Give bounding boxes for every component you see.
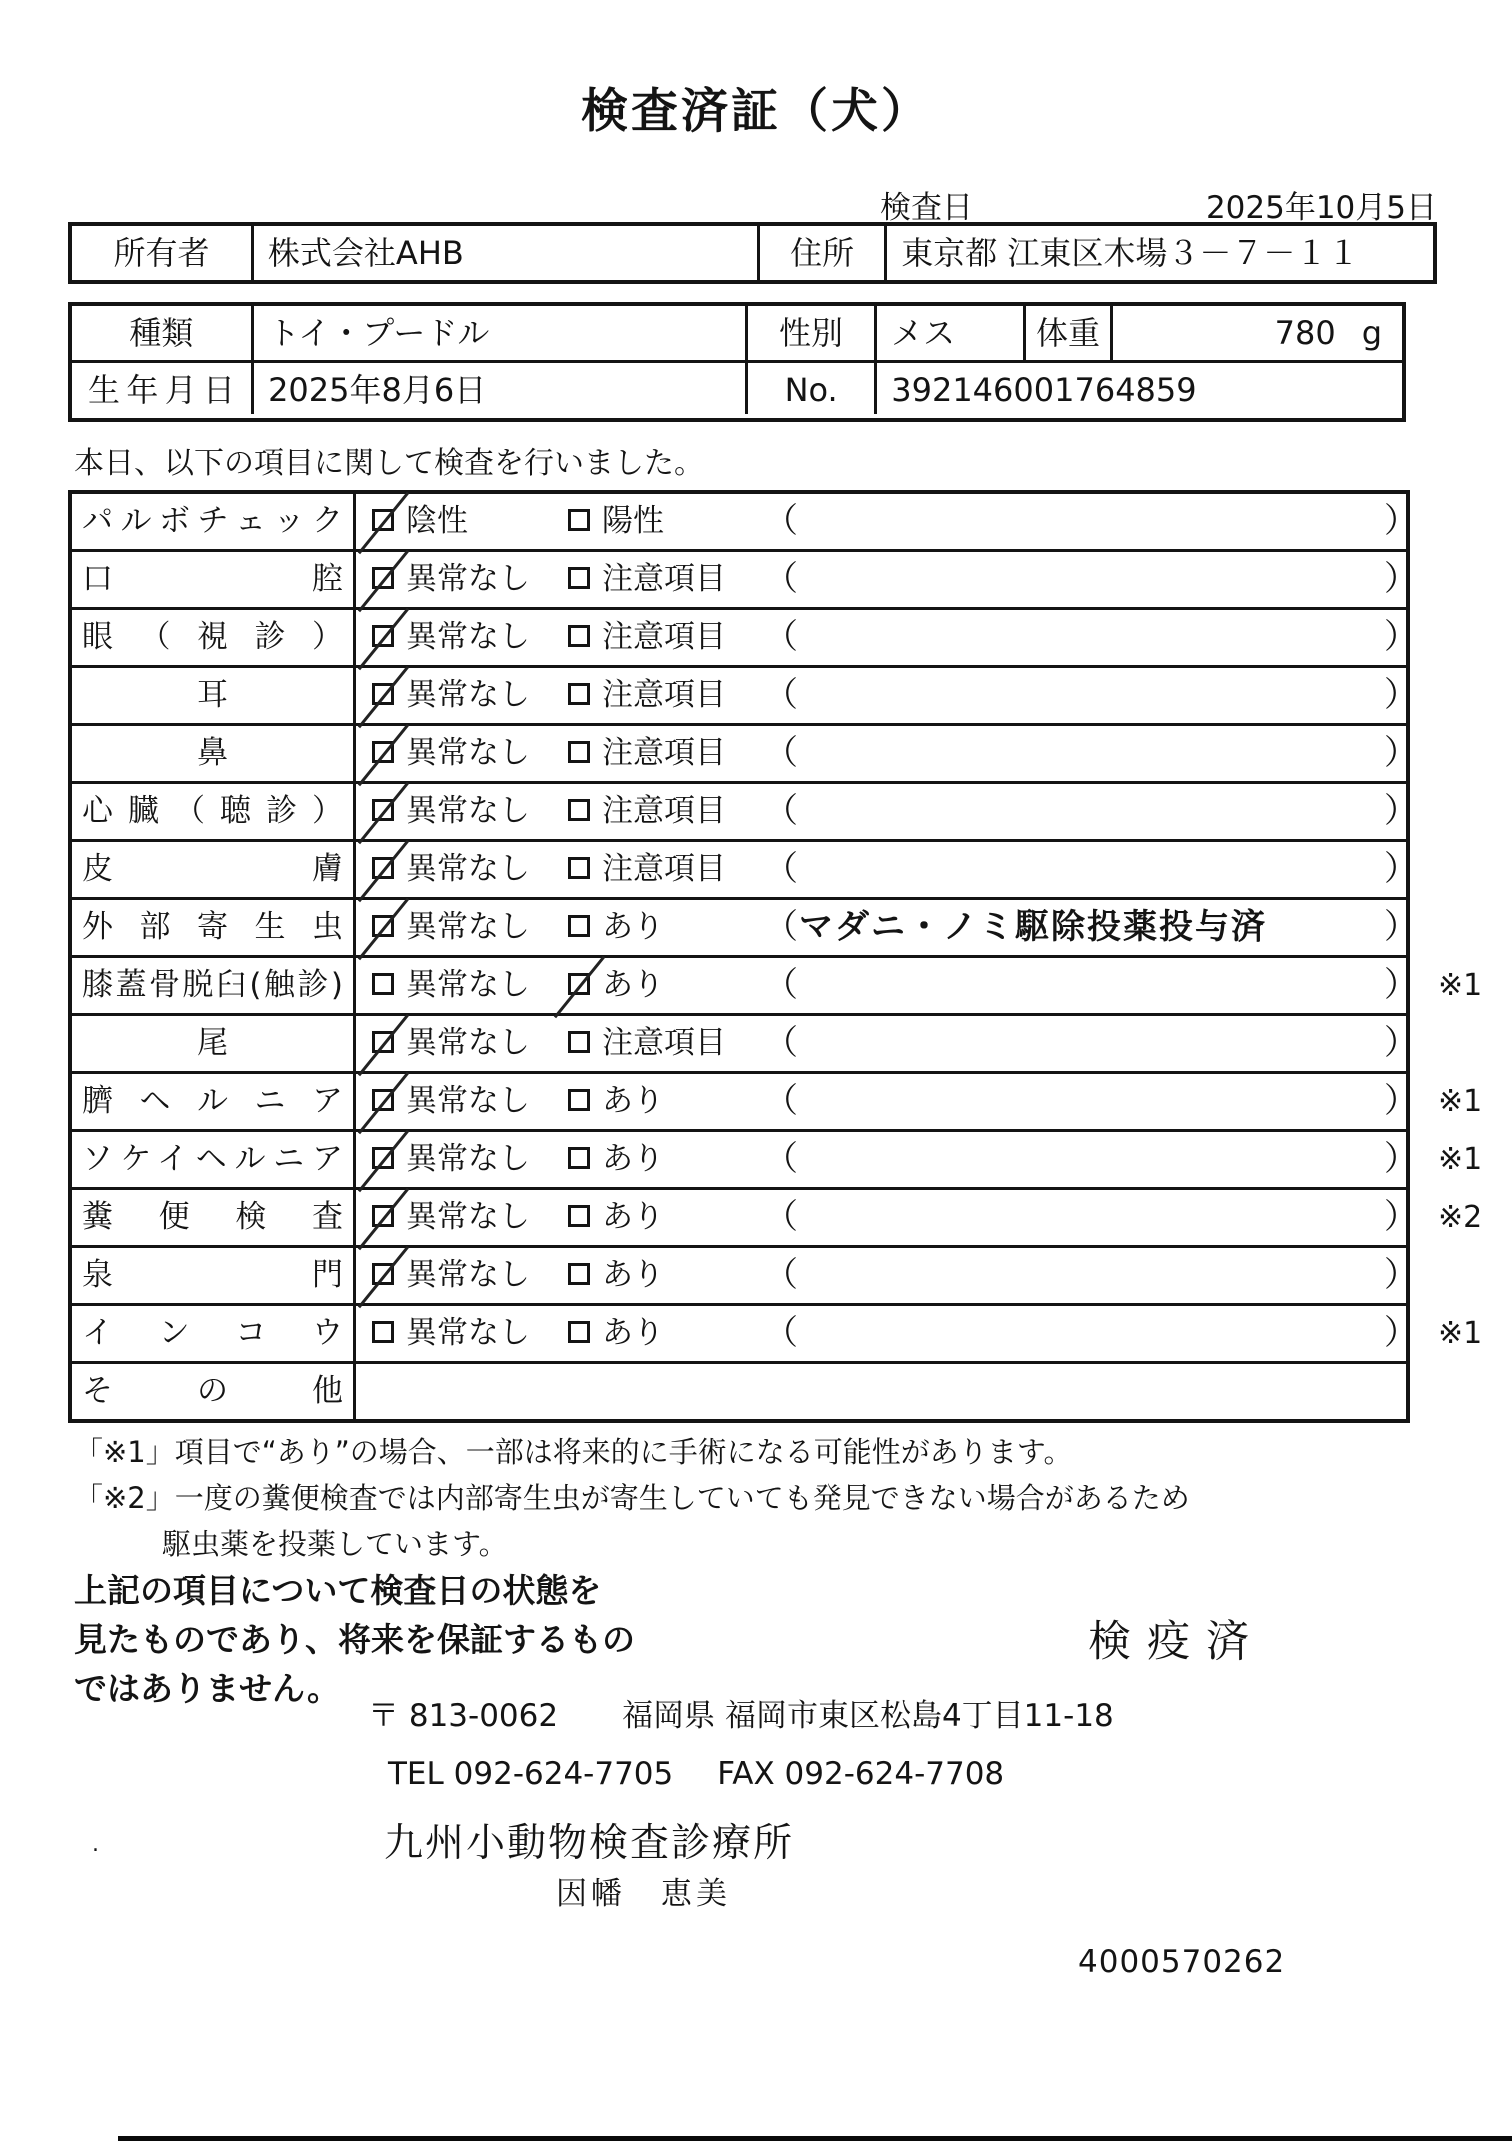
clinic-name: 九州小動物検査診療所 bbox=[384, 1821, 795, 1866]
item-content bbox=[356, 842, 1418, 897]
exam-table-row bbox=[72, 1190, 1483, 1248]
option2-checkbox bbox=[568, 1031, 590, 1053]
breed-value: トイ・プードル bbox=[254, 306, 748, 360]
item-label: 心臓（聴診） bbox=[72, 784, 356, 839]
page-title: 検査済証（犬） bbox=[581, 84, 931, 139]
item-label: 臍ヘルニア bbox=[72, 1074, 356, 1129]
option2-label: 注意項目 bbox=[602, 561, 726, 597]
paren-open: （ bbox=[764, 907, 798, 947]
option2-label: 注意項目 bbox=[602, 1025, 726, 1061]
item-content bbox=[356, 1074, 1483, 1129]
item-label: 尾 bbox=[72, 1016, 356, 1071]
inspection-date-line bbox=[880, 182, 1437, 227]
item-content bbox=[356, 1190, 1483, 1245]
item-content bbox=[356, 958, 1483, 1013]
exam-table-row bbox=[72, 726, 1418, 784]
option1-label: 異常なし bbox=[406, 1025, 530, 1061]
sex-value: メス bbox=[877, 306, 1026, 360]
option1-checkbox bbox=[372, 1263, 394, 1285]
paren-open: （ bbox=[764, 675, 798, 715]
exam-table-row bbox=[72, 900, 1418, 958]
option2-checkbox bbox=[568, 1205, 590, 1227]
item-label: 皮膚 bbox=[72, 842, 356, 897]
paren-close: ） bbox=[1384, 907, 1418, 947]
option1-checkbox bbox=[372, 799, 394, 821]
birth-value: 2025年8月6日 bbox=[254, 363, 748, 414]
item-label: 膝蓋骨脱臼(触診) bbox=[72, 958, 356, 1013]
paren-close: ） bbox=[1384, 559, 1418, 599]
item-content bbox=[356, 1364, 1406, 1419]
option1-label: 異常なし bbox=[406, 735, 530, 771]
exam-table-row bbox=[72, 1306, 1483, 1364]
option2-label: あり bbox=[602, 967, 664, 1003]
veterinarian-name: 因幡 恵美 bbox=[556, 1876, 731, 1912]
item-label: 鼻 bbox=[72, 726, 356, 781]
paren-open: （ bbox=[764, 849, 798, 889]
option2-label: あり bbox=[602, 1315, 664, 1351]
option2-checkbox bbox=[568, 799, 590, 821]
number-label: No. bbox=[748, 363, 877, 414]
option2-checkbox bbox=[568, 973, 590, 995]
option2-checkbox bbox=[568, 915, 590, 937]
paren-open: （ bbox=[764, 559, 798, 599]
item-content bbox=[356, 1132, 1483, 1187]
birth-label: 生年月日 bbox=[72, 363, 254, 414]
option2-label: 注意項目 bbox=[602, 793, 726, 829]
exam-table-row bbox=[72, 610, 1418, 668]
paren-close: ） bbox=[1384, 733, 1418, 773]
option2-checkbox bbox=[568, 1089, 590, 1111]
option2-label: 注意項目 bbox=[602, 677, 726, 713]
option2-checkbox bbox=[568, 509, 590, 531]
item-content bbox=[356, 494, 1418, 549]
item-label: ソケイヘルニア bbox=[72, 1132, 356, 1187]
item-content bbox=[356, 1306, 1483, 1361]
address-value: 東京都 江東区木場３－７－１１ bbox=[901, 234, 1360, 272]
option1-label: 異常なし bbox=[406, 1257, 530, 1293]
paren-close: ） bbox=[1384, 1081, 1418, 1121]
exam-table bbox=[68, 490, 1483, 1423]
option2-checkbox bbox=[568, 1263, 590, 1285]
paren-close: ） bbox=[1384, 501, 1418, 541]
option2-label: 陽性 bbox=[602, 503, 664, 539]
option2-label: 注意項目 bbox=[602, 735, 726, 771]
weight-unit: g bbox=[1361, 314, 1382, 352]
paren-open: （ bbox=[764, 1313, 798, 1353]
clinic-postal-line bbox=[368, 1690, 1114, 1735]
exam-table-row bbox=[72, 1016, 1418, 1074]
exam-table-row bbox=[72, 668, 1418, 726]
scan-artifact-bottom-line bbox=[118, 2136, 1512, 2141]
serial-number: 4000570262 bbox=[1078, 1944, 1286, 1980]
disclaimer-line-3: ではありません。 bbox=[74, 1669, 340, 1708]
item-remark: ※1 bbox=[1438, 1142, 1483, 1177]
item-label: 泉門 bbox=[72, 1248, 356, 1303]
clinic-tel: TEL 092-624-7705 bbox=[388, 1756, 674, 1792]
item-note: マダニ・ノミ駆除投薬投与済 bbox=[799, 907, 1267, 947]
option2-checkbox bbox=[568, 625, 590, 647]
option1-checkbox bbox=[372, 625, 394, 647]
owner-label: 所有者 bbox=[72, 226, 254, 280]
breed-label: 種類 bbox=[72, 306, 254, 360]
option1-checkbox bbox=[372, 683, 394, 705]
exam-table-row bbox=[72, 1074, 1483, 1132]
inspection-date-value: 2025年10月5日 bbox=[1205, 190, 1437, 226]
paren-close: ） bbox=[1384, 1255, 1418, 1295]
inspection-date-label: 検査日 bbox=[880, 190, 973, 226]
exam-table-row bbox=[72, 784, 1418, 842]
item-label: 外部寄生虫 bbox=[72, 900, 356, 955]
option1-checkbox bbox=[372, 1321, 394, 1343]
exam-table-row bbox=[72, 1248, 1418, 1306]
option1-checkbox bbox=[372, 1031, 394, 1053]
option2-checkbox bbox=[568, 857, 590, 879]
option1-label: 異常なし bbox=[406, 561, 530, 597]
exam-table-row bbox=[72, 842, 1418, 900]
item-label: 耳 bbox=[72, 668, 356, 723]
number-value: 392146001764859 bbox=[891, 371, 1197, 409]
intro-text: 本日、以下の項目に関して検査を行いました。 bbox=[74, 446, 704, 481]
option2-checkbox bbox=[568, 683, 590, 705]
quarantine-stamp: 検疫済 bbox=[1088, 1617, 1265, 1667]
item-label: パルボチェック bbox=[72, 494, 356, 549]
paren-open: （ bbox=[764, 1255, 798, 1295]
option1-checkbox bbox=[372, 509, 394, 531]
owner-info-box bbox=[68, 222, 1437, 284]
option2-label: 注意項目 bbox=[602, 851, 726, 887]
clinic-tel-line bbox=[388, 1756, 1004, 1792]
option1-label: 異常なし bbox=[406, 1083, 530, 1119]
option1-checkbox bbox=[372, 973, 394, 995]
paren-open: （ bbox=[764, 1081, 798, 1121]
exam-table-row bbox=[72, 958, 1483, 1016]
item-content bbox=[356, 1016, 1418, 1071]
weight-label: 体重 bbox=[1026, 306, 1112, 360]
item-label: 糞便検査 bbox=[72, 1190, 356, 1245]
paren-close: ） bbox=[1384, 791, 1418, 831]
option1-checkbox bbox=[372, 567, 394, 589]
clinic-fax: FAX 092-624-7708 bbox=[717, 1756, 1005, 1792]
exam-table-row bbox=[72, 1132, 1483, 1190]
option1-checkbox bbox=[372, 741, 394, 763]
option1-label: 異常なし bbox=[406, 793, 530, 829]
item-label: インコウ bbox=[72, 1306, 356, 1361]
item-content bbox=[356, 900, 1418, 955]
option2-checkbox bbox=[568, 1321, 590, 1343]
item-remark: ※1 bbox=[1438, 1316, 1483, 1351]
paren-open: （ bbox=[764, 965, 798, 1005]
item-remark: ※2 bbox=[1438, 1200, 1483, 1235]
paren-open: （ bbox=[764, 1023, 798, 1063]
option1-label: 異常なし bbox=[406, 619, 530, 655]
paren-close: ） bbox=[1384, 965, 1418, 1005]
sex-label: 性別 bbox=[748, 306, 877, 360]
paren-open: （ bbox=[764, 501, 798, 541]
item-label: その他 bbox=[72, 1364, 356, 1419]
clinic-postal: 〒 813-0062 bbox=[368, 1698, 559, 1734]
paren-close: ） bbox=[1384, 1197, 1418, 1237]
option2-label: あり bbox=[602, 909, 664, 945]
option2-checkbox bbox=[568, 741, 590, 763]
paren-close: ） bbox=[1384, 1139, 1418, 1179]
address-label: 住所 bbox=[760, 226, 887, 280]
item-label: 口腔 bbox=[72, 552, 356, 607]
item-remark: ※1 bbox=[1438, 1084, 1483, 1119]
option1-label: 異常なし bbox=[406, 909, 530, 945]
weight-value-cell bbox=[1113, 306, 1402, 360]
item-content bbox=[356, 726, 1418, 781]
option2-checkbox bbox=[568, 567, 590, 589]
option1-checkbox bbox=[372, 857, 394, 879]
option2-label: あり bbox=[602, 1083, 664, 1119]
option2-label: あり bbox=[602, 1141, 664, 1177]
option2-label: あり bbox=[602, 1257, 664, 1293]
animal-info-box bbox=[68, 302, 1406, 422]
paren-open: （ bbox=[764, 1139, 798, 1179]
footnote-2: 「※2」一度の糞便検査では内部寄生虫が寄生していても発見できない場合があるため bbox=[74, 1481, 1190, 1515]
owner-value: 株式会社AHB bbox=[254, 226, 760, 280]
option2-checkbox bbox=[568, 1147, 590, 1169]
option1-checkbox bbox=[372, 1147, 394, 1169]
footnote-1: 「※1」項目で“あり”の場合、一部は将来的に手術になる可能性があります。 bbox=[74, 1435, 1073, 1469]
paren-open: （ bbox=[764, 791, 798, 831]
option2-label: あり bbox=[602, 1199, 664, 1235]
exam-table-row bbox=[72, 552, 1418, 610]
option1-label: 異常なし bbox=[406, 677, 530, 713]
paren-open: （ bbox=[764, 1197, 798, 1237]
option1-label: 異常なし bbox=[406, 967, 530, 1003]
exam-table-row bbox=[72, 494, 1418, 552]
paren-close: ） bbox=[1384, 849, 1418, 889]
option1-label: 異常なし bbox=[406, 1315, 530, 1351]
footnote-2-cont: 駆虫薬を投薬しています。 bbox=[162, 1527, 508, 1561]
option1-label: 異常なし bbox=[406, 1199, 530, 1235]
paren-close: ） bbox=[1384, 1023, 1418, 1063]
weight-value: 780 bbox=[1274, 314, 1336, 352]
clinic-address: 福岡県 福岡市東区松島4丁目11-18 bbox=[622, 1698, 1114, 1734]
item-content bbox=[356, 1248, 1418, 1303]
option1-label: 異常なし bbox=[406, 851, 530, 887]
item-content bbox=[356, 668, 1418, 723]
disclaimer-line-2: 見たものであり、将来を保証するもの bbox=[74, 1620, 635, 1659]
option1-checkbox bbox=[372, 1089, 394, 1111]
option1-label: 異常なし bbox=[406, 1141, 530, 1177]
option1-checkbox bbox=[372, 1205, 394, 1227]
paren-open: （ bbox=[764, 733, 798, 773]
paren-close: ） bbox=[1384, 617, 1418, 657]
item-remark: ※1 bbox=[1438, 968, 1483, 1003]
scan-artifact-dot: . bbox=[92, 1832, 99, 1857]
paren-open: （ bbox=[764, 617, 798, 657]
exam-table-row bbox=[72, 1364, 1406, 1419]
disclaimer-line-1: 上記の項目について検査日の状態を bbox=[74, 1571, 602, 1610]
item-label: 眼（視診） bbox=[72, 610, 356, 665]
option1-checkbox bbox=[372, 915, 394, 937]
paren-close: ） bbox=[1384, 1313, 1418, 1353]
item-content bbox=[356, 610, 1418, 665]
item-content bbox=[356, 784, 1418, 839]
option1-label: 陰性 bbox=[406, 503, 468, 539]
paren-close: ） bbox=[1384, 675, 1418, 715]
option2-label: 注意項目 bbox=[602, 619, 726, 655]
item-content bbox=[356, 552, 1418, 607]
